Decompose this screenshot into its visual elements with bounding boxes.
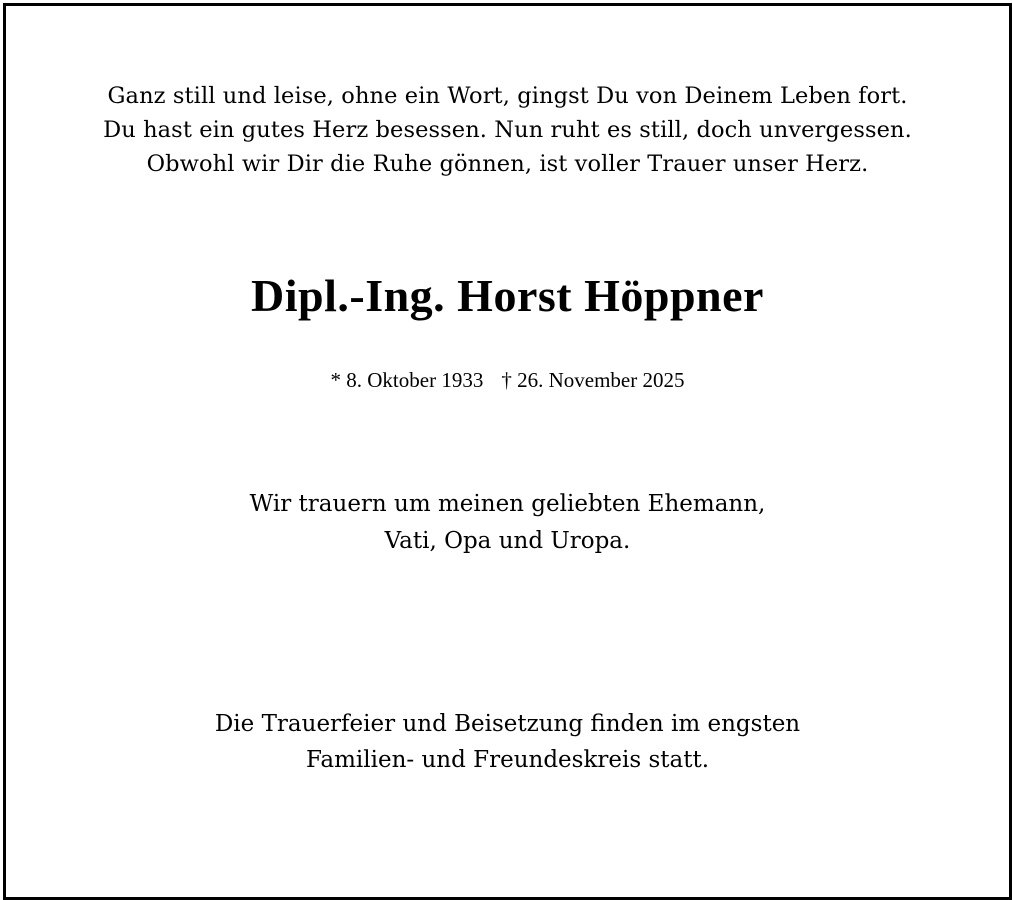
life-dates bbox=[6, 363, 1009, 397]
family-tribute bbox=[6, 486, 1009, 560]
birth-date: * 8. Oktober 1933 bbox=[330, 368, 484, 392]
verse-line-2: Du hast ein gutes Herz besessen. Nun ruht es still, doch unvergessen. bbox=[103, 117, 912, 143]
memorial-verse bbox=[6, 79, 1009, 181]
verse-line-1: Ganz still und leise, ohne ein Wort, gingst Du von Deinem Leben fort. bbox=[107, 83, 908, 109]
ceremony-line-1: Die Trauerfeier und Beisetzung finden im engsten bbox=[214, 711, 801, 737]
deceased-name: Dipl.-Ing. Horst Höppner bbox=[251, 270, 764, 321]
death-date: † 26. November 2025 bbox=[501, 368, 685, 392]
obituary-card bbox=[3, 3, 1012, 900]
verse-line-3: Obwohl wir Dir die Ruhe gönnen, ist voller Trauer unser Herz. bbox=[146, 151, 869, 177]
tribute-line-2: Vati, Opa und Uropa. bbox=[384, 528, 631, 554]
ceremony-line-2: Familien- und Freundeskreis statt. bbox=[305, 747, 710, 773]
funeral-notice bbox=[6, 706, 1009, 778]
tribute-line-1: Wir trauern um meinen geliebten Ehemann, bbox=[249, 491, 766, 517]
